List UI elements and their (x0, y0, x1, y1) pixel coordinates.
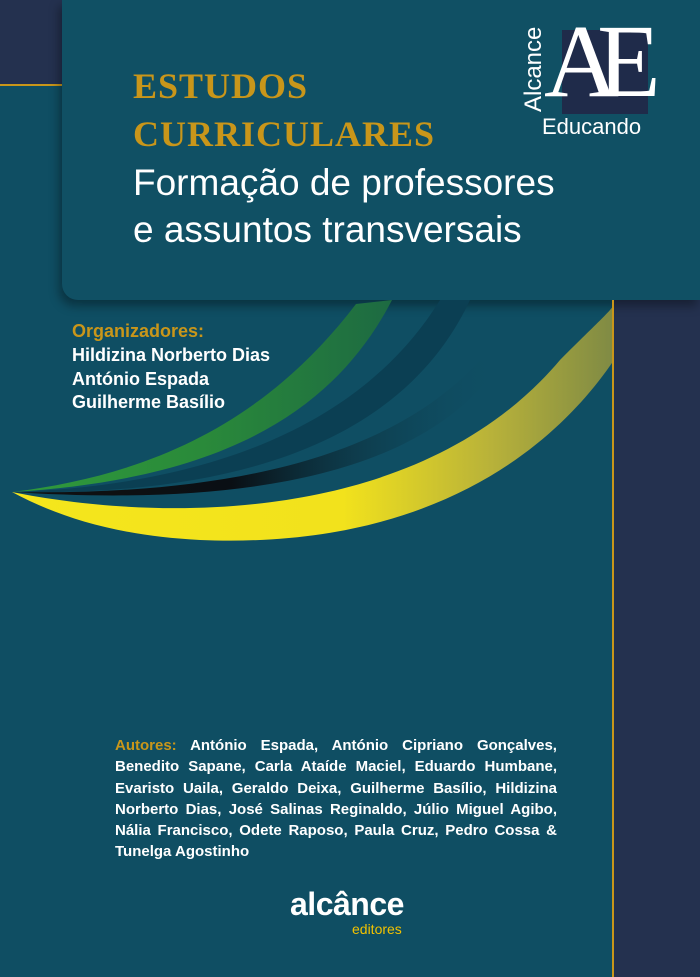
organizer-name: Guilherme Basílio (72, 392, 226, 412)
subtitle-line-1: Formação de professores (133, 162, 555, 203)
top-left-navy-strip (0, 0, 62, 84)
authors-list: António Espada, António Cipriano Gonçalves, Benedito Sapane, Carla Ataíde Maciel, Eduardo Humbane, Evaristo Uaila, Geraldo Deixa, Guilherme Basílio, Hildizina Norberto Dias, José Salinas Reginaldo, Júlio Miguel Agibo, Nália Francisco, Odete Raposo, Paula Cruz, Pedro Cossa & Tunelga Agostinho (115, 737, 557, 861)
series-logo-bottom-text: Educando (542, 114, 642, 139)
subtitle-line-2: e assuntos transversais (133, 209, 522, 250)
organizer-name: Hildizina Norberto Dias (72, 345, 271, 365)
organizer-name: António Espada (72, 369, 210, 389)
title-line-1: ESTUDOS (133, 66, 309, 106)
series-logo-letters: AE (544, 4, 639, 119)
decorative-swoosh (0, 300, 614, 580)
title-line-2: CURRICULARES (133, 114, 436, 154)
gold-horizontal-line (0, 84, 62, 86)
gold-vertical-line (612, 300, 614, 977)
authors-label: Autores: (115, 737, 177, 754)
authors-block (115, 735, 557, 863)
publisher-logo: alcânce (290, 886, 404, 922)
series-logo-vertical-text: Alcance (520, 26, 547, 112)
publisher-subtitle: editores (352, 921, 402, 937)
organizers-label: Organizadores: (72, 321, 205, 341)
